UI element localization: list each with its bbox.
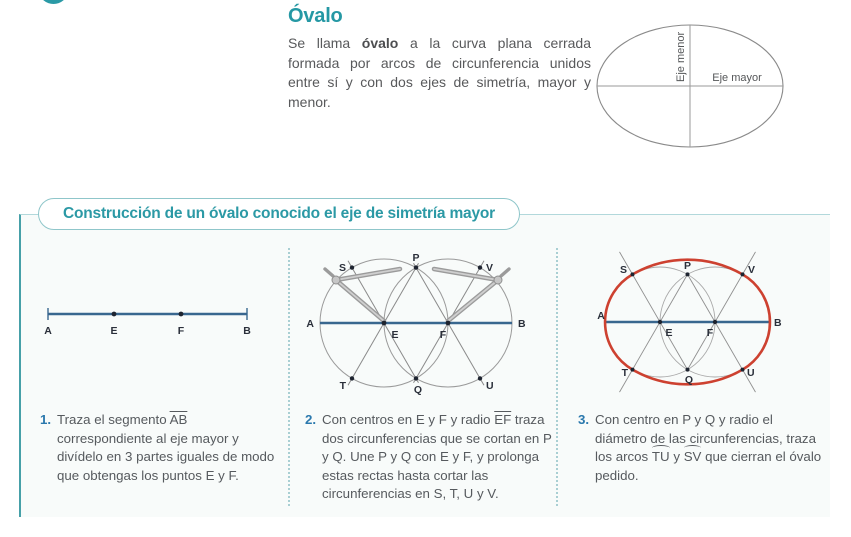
major-axis-label: Eje mayor — [712, 72, 762, 84]
label-v: V — [748, 264, 756, 276]
point-q — [414, 376, 418, 380]
point-u — [741, 368, 745, 372]
point-t — [631, 368, 635, 372]
step-2-text — [305, 411, 558, 504]
label-s: S — [619, 264, 627, 276]
point-f — [446, 321, 451, 326]
step-2-post: traza dos circunferencias que se cortan en P y Q. Une P y Q con E y F, y prolonga estas rectas hasta cortar las circunferencias en S, T, U y V. — [322, 412, 552, 501]
label-f: F — [439, 329, 447, 341]
point-v — [478, 265, 482, 269]
label-e: E — [665, 327, 673, 339]
label-e: E — [391, 329, 399, 341]
intro-text-post: a la curva plana cerrada formada por arcos de circunferencia unidos entre sí y con dos ejes de simetría, mayor y menor. — [288, 35, 591, 110]
point-u — [478, 376, 482, 380]
compass-left-handle — [325, 269, 333, 276]
step1-diagram-segment — [40, 293, 260, 348]
step2-diagram-circles — [300, 240, 530, 400]
label-f: F — [706, 327, 714, 339]
point-p — [686, 272, 690, 276]
point-q — [686, 368, 690, 372]
step-1-text — [40, 411, 278, 485]
step-2-number: 2. — [305, 412, 317, 427]
label-t: T — [339, 380, 346, 392]
label-t: T — [621, 367, 628, 379]
compass-right-hinge — [494, 276, 502, 284]
label-f: F — [177, 325, 185, 337]
construction-panel-title: Construcción de un óvalo conocido el eje de simetría mayor — [38, 198, 520, 230]
label-p: P — [683, 260, 692, 272]
step-3-arc-sv: SV — [684, 448, 702, 467]
compass-right-handle — [501, 269, 509, 276]
step3-diagram-oval — [585, 240, 830, 400]
step-3-post: que cierran el óvalo pedido. — [595, 449, 822, 483]
step-2-body — [322, 411, 558, 504]
step-1-pre: Traza el segmento — [57, 412, 170, 427]
point-t — [350, 376, 354, 380]
label-q: Q — [413, 384, 423, 396]
section-bullet-cutoff — [40, 0, 67, 4]
label-a: A — [597, 310, 605, 322]
label-s: S — [338, 262, 346, 274]
label-e: E — [110, 325, 118, 337]
step-1-overline-ab: $\overline{AB}$ — [169, 412, 188, 427]
point-e — [658, 320, 662, 324]
step-3-arc-tu: TU — [652, 448, 670, 467]
point-s — [631, 272, 635, 276]
point-v — [741, 272, 745, 276]
compass-left — [325, 269, 400, 321]
compass-right — [434, 269, 509, 321]
point-p — [414, 265, 418, 269]
label-u: U — [747, 367, 755, 379]
step-3-mid: y — [669, 449, 684, 464]
minor-axis-label: Eje menor — [675, 31, 687, 82]
point-e — [382, 321, 387, 326]
label-b: B — [518, 318, 526, 330]
intro-text-bold: óvalo — [361, 35, 399, 51]
step-3-number: 3. — [578, 412, 590, 427]
step-3-body — [595, 411, 826, 485]
step-2-pre: Con centros en E y F y radio — [322, 412, 495, 427]
compass-left-hinge — [332, 276, 340, 284]
step-1-body — [57, 411, 278, 485]
step-2-overline-ef: $\overline{EF}$ — [494, 412, 512, 427]
step-3-pre: Con centro en P y Q y radio el diámetro de las circunferencias, traza los arcos — [595, 412, 816, 464]
label-p: P — [412, 252, 420, 264]
intro-paragraph — [288, 34, 591, 112]
intro-text-pre: Se llama — [288, 35, 362, 51]
oval-axes-figure — [592, 16, 792, 156]
point-f — [179, 312, 184, 317]
label-a: A — [306, 318, 314, 330]
dotted-divider-1 — [288, 248, 290, 506]
label-b: B — [774, 317, 782, 329]
label-a: A — [44, 325, 52, 337]
step-1-number: 1. — [40, 412, 52, 427]
point-e — [112, 312, 117, 317]
label-b: B — [243, 325, 251, 337]
label-u: U — [486, 380, 494, 392]
label-q: Q — [684, 374, 694, 386]
step-3-text — [578, 411, 826, 485]
point-f — [713, 320, 717, 324]
page-title: Óvalo — [288, 5, 343, 27]
point-s — [350, 265, 354, 269]
label-v: V — [486, 262, 494, 274]
step-1-post: correspondiente al eje mayor y divídelo en 3 partes iguales de modo que obtengas los puntos E y F. — [57, 430, 275, 483]
